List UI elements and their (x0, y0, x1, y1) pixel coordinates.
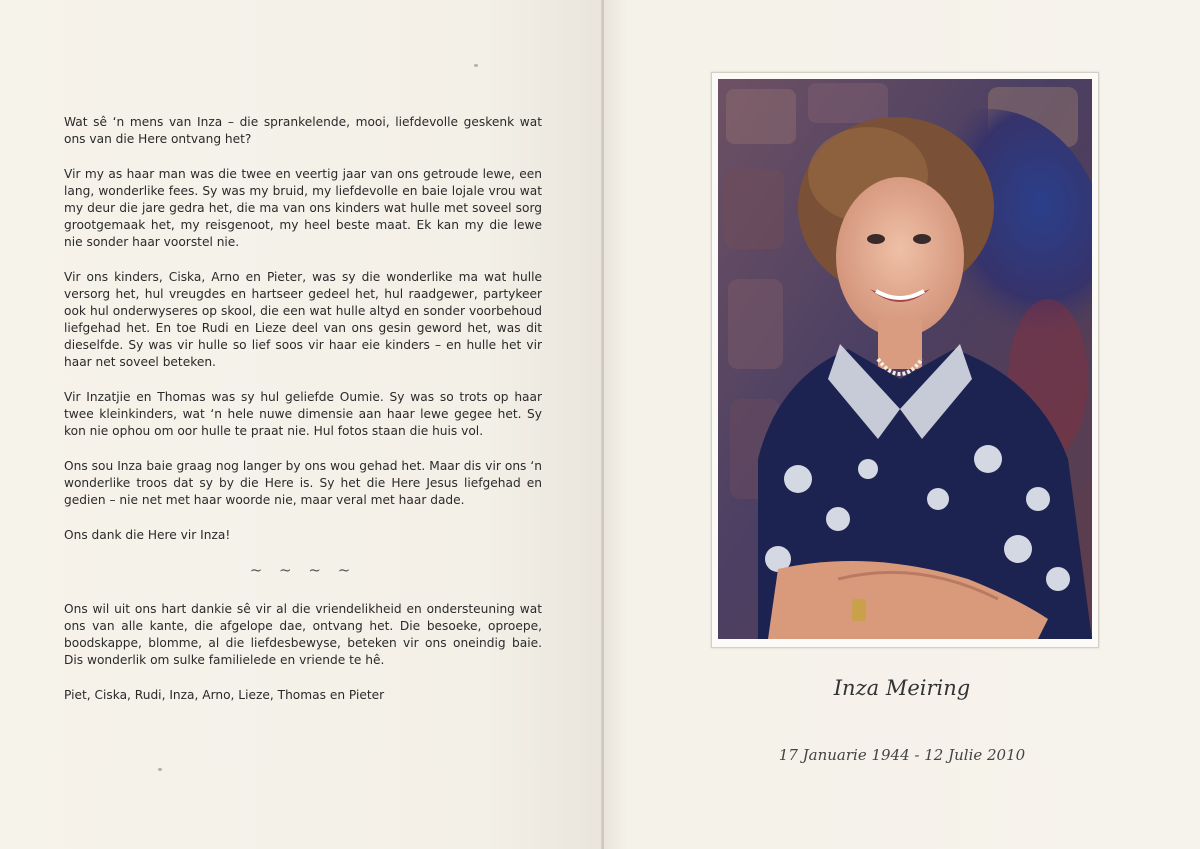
paragraph-grandchildren: Vir Inzatjie en Thomas was sy hul geliefde Oumie. Sy was so trots op haar twee kleinkinders, wat ‘n hele nuwe dimensie aan haar lewe gegee het. Sy kon nie ophou om oor hulle te praat nie. Hul fotos staan die huis vol. (64, 390, 542, 438)
family-signoff: Piet, Ciska, Rudi, Inza, Arno, Lieze, Thomas en Pieter (64, 688, 385, 702)
paragraph-intro: Wat sê ‘n mens van Inza – die sprankelende, mooi, liefdevolle geskenk wat ons van die Here ontvang het? (64, 115, 542, 146)
deceased-name: Inza Meiring (833, 676, 971, 700)
right-page (604, 0, 1200, 849)
paragraph-thanks-lord: Ons dank die Here vir Inza! (64, 528, 231, 542)
section-divider: ~ ~ ~ ~ (249, 561, 357, 579)
paper-speck (474, 64, 478, 67)
paragraph-children: Vir ons kinders, Ciska, Arno en Pieter, was sy die wonderlike ma wat hulle versorg het, hul vreugdes en hartseer gedeel het, hul raadgewer, partykeer ook hul onderwyseres op skool, die een wat hulle altyd en sonder voorbehoud liefgehad het. En toe Rudi en Lieze deel van ons gesin geword het, was dit dieselfde. Sy was vir hulle so lief soos vir haar eie kinders – en hulle het vir haar net soveel beteken. (64, 270, 542, 369)
portrait-illustration (718, 79, 1092, 639)
paper-speck (158, 768, 162, 771)
portrait-photo (718, 79, 1092, 639)
paragraph-gratitude: Ons wil uit ons hart dankie sê vir al die vriendelikheid en ondersteuning wat ons van alle kante, die afgelope dae, ontvang het. Die besoeke, oproepe, boodskappe, blomme, al die liefdesbewyse, beteken vir ons oneindig baie. Dis wonderlik om sulke familielede en vriende te hê. (64, 602, 542, 667)
paragraph-husband: Vir my as haar man was die twee en veertig jaar van ons getroude lewe, een lang, wonderlike fees. Sy was my bruid, my liefdevolle en baie lojale vrou wat my deur die jare gedra het, die ma van ons kinders wat hulle met soveel sorg grootgemaak het, my reisgenoot, my heel beste maat. Ek kan my die lewe nie sonder haar voorstel nie. (64, 167, 542, 249)
photo-frame (711, 72, 1099, 648)
tribute-text (64, 114, 542, 722)
paragraph-comfort: Ons sou Inza baie graag nog langer by ons wou gehad het. Maar dis vir ons ‘n wonderlike troos dat sy by die Here is. Sy het die Here Jesus liefgehad en gedien – nie net met haar woorde nie, maar veral met haar dade. (64, 459, 542, 507)
life-dates: 17 Januarie 1944 - 12 Julie 2010 (778, 746, 1026, 764)
